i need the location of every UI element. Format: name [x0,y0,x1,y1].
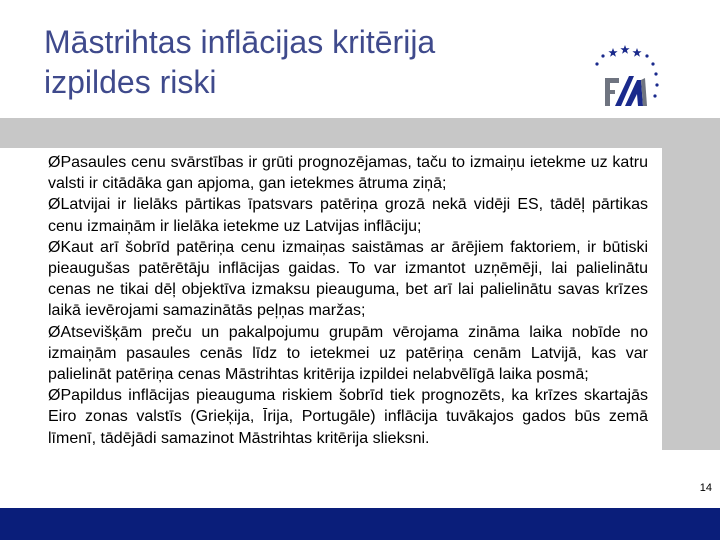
slide-title-line-2: izpildes riski [44,64,217,100]
page-number: 14 [699,482,712,494]
ministry-of-finance-logo-icon [585,38,665,118]
footer-bar [0,508,720,540]
header-divider-band [0,118,720,148]
slide-body [48,152,648,482]
right-side-band [662,148,720,450]
bullet-item: ØLatvijai ir lielāks pārtikas īpatsvars patēriņa grozā nekā vidēji ES, tādēļ pārtikas cenu izmaiņām ir lielāka ietekme uz Latvijas inflāciju; [48,196,648,235]
bullet-item: ØKaut arī šobrīd patēriņa cenu izmaiņas saistāmas ar ārējiem faktoriem, ir būtiski pieaugušas patērētāju inflācijas gaidas. To var izmantot uzņēmēji, lai palielinātu cenas ne tikai dēļ objektīva izmaksu pieauguma, bet arī lai palielinātu savas krīzes laikā ievērojami samazinātās peļņas maržas; [48,238,648,320]
bullet-item: ØPasaules cenu svārstības ir grūti prognozējamas, taču to izmaiņu ietekme uz katru valsti ir citādāka gan apjoma, gan ietekmes ātruma ziņā; [48,154,648,193]
slide-title [44,22,564,102]
bullet-item: ØAtsevišķām preču un pakalpojumu grupām vērojama zināma laika nobīde no izmaiņām pasaules cenās līdz to ietekmei uz patēriņa cenām Latvijā, kas var palielināt patēriņa cenas Māstrihtas kritērija izpildei nelabvēlīgā laika posmā; [48,323,648,384]
slide-title-line-1: Māstrihtas inflācijas kritērija [44,24,436,60]
bullet-item: ØPapildus inflācijas pieauguma riskiem šobrīd tiek prognozēts, ka krīzes skartajās Eiro zonas valstīs (Grieķija, Īrija, Portugāle) inflācija tuvākajos gados būs zemā līmenī, tādējādi samazinot Māstrihtas kritērija slieksni. [48,387,648,447]
